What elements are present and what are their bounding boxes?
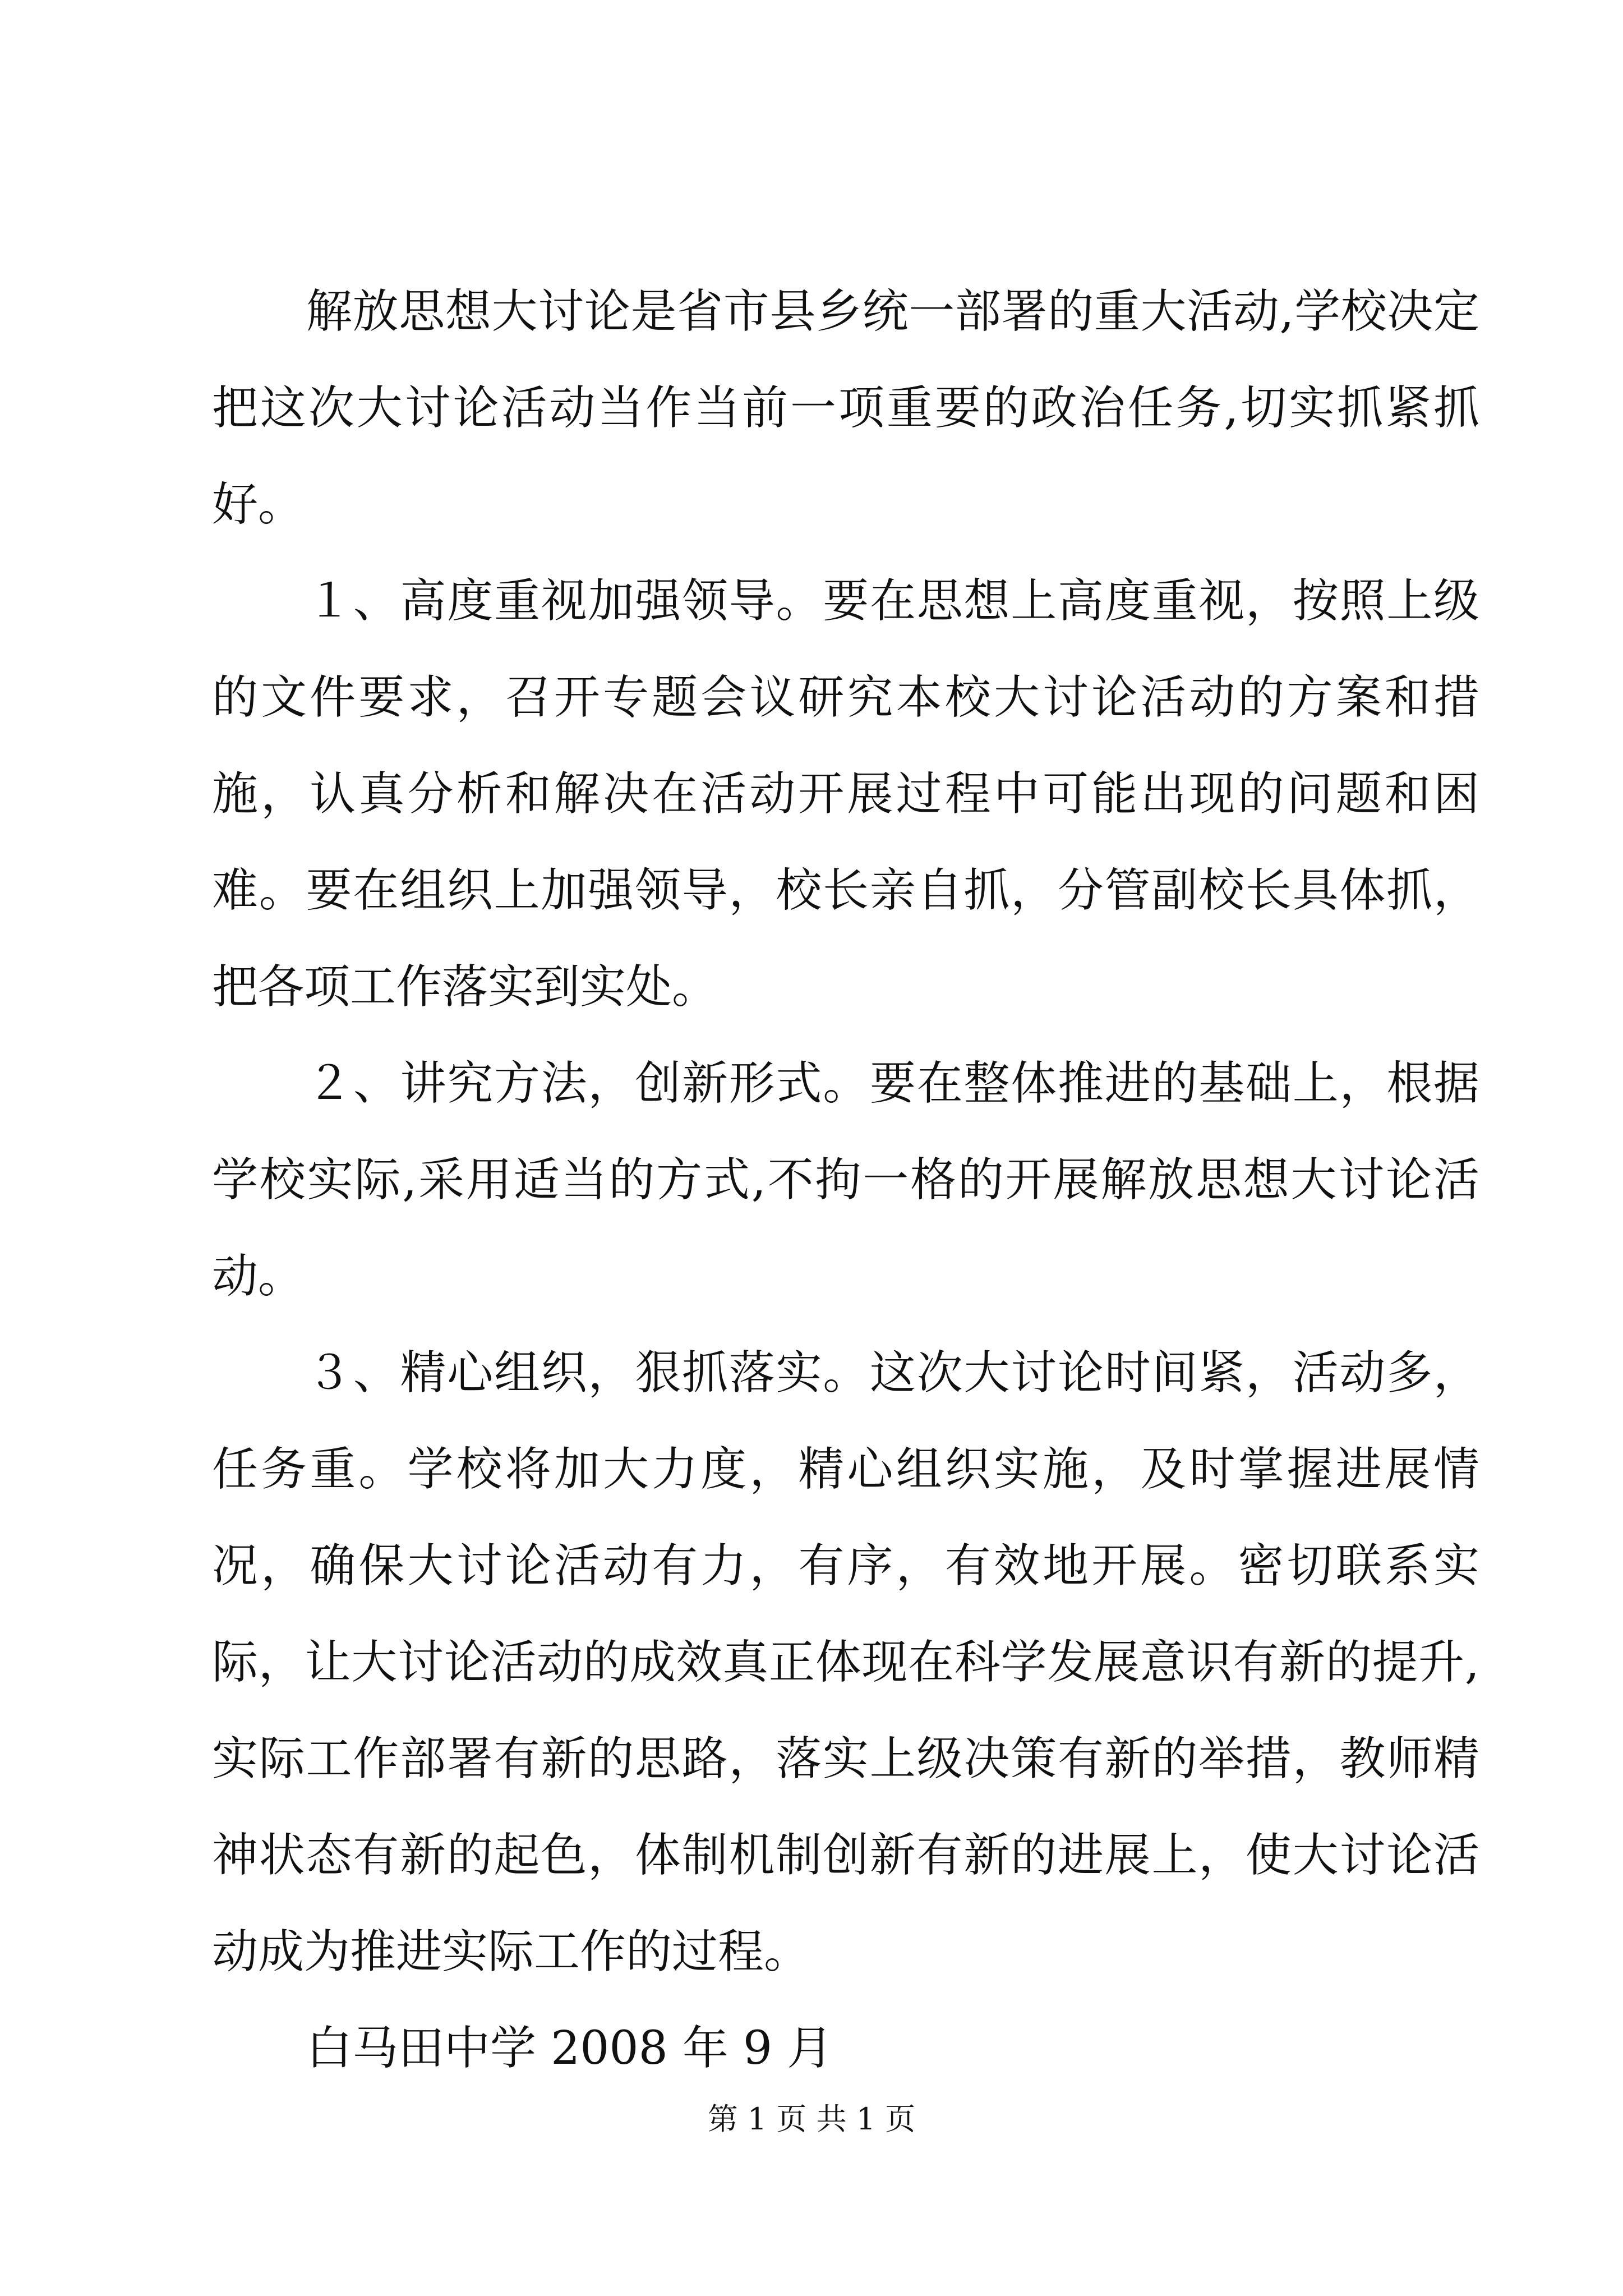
signature-line: 白马田中学 2008 年 9 月 [306, 2022, 833, 2075]
paragraph-intro: 解放思想大讨论是省市县乡统一部署的重大活动,学校决定把这次大讨论活动当作当前一项重要的政治任务,切实抓紧抓好。 [212, 285, 1479, 531]
paragraph-item-2: ２、讲究方法，创新形式。要在整体推进的基础上，根据学校实际,采用适当的方式,不拘一格的开展解放思想大讨论活动。 [212, 1057, 1479, 1303]
page-footer: 第 1 页 共 1 页 [707, 2101, 916, 2137]
paragraph-item-3: ３、精心组织，狠抓落实。这次大讨论时间紧，活动多，任务重。学校将加大力度，精心组织实施，及时掌握进展情况，确保大讨论活动有力，有序，有效地开展。密切联系实际，让大讨论活动的成效真正体现在科学发展意识有新的提升,实际工作部署有新的思路，落实上级决策有新的举措，教师精神状态有新的起色，体制机制创新有新的进展上，使大讨论活动成为推进实际工作的过程。 [212, 1346, 1479, 1978]
paragraph-item-1: １、高度重视加强领导。要在思想上高度重视，按照上级的文件要求，召开专题会议研究本校大讨论活动的方案和措施，认真分析和解决在活动开展过程中可能出现的问题和困难。要在组织上加强领导，校长亲自抓，分管副校长具体抓，把各项工作落实到实处。 [212, 574, 1479, 1014]
document-body [212, 264, 1479, 2097]
